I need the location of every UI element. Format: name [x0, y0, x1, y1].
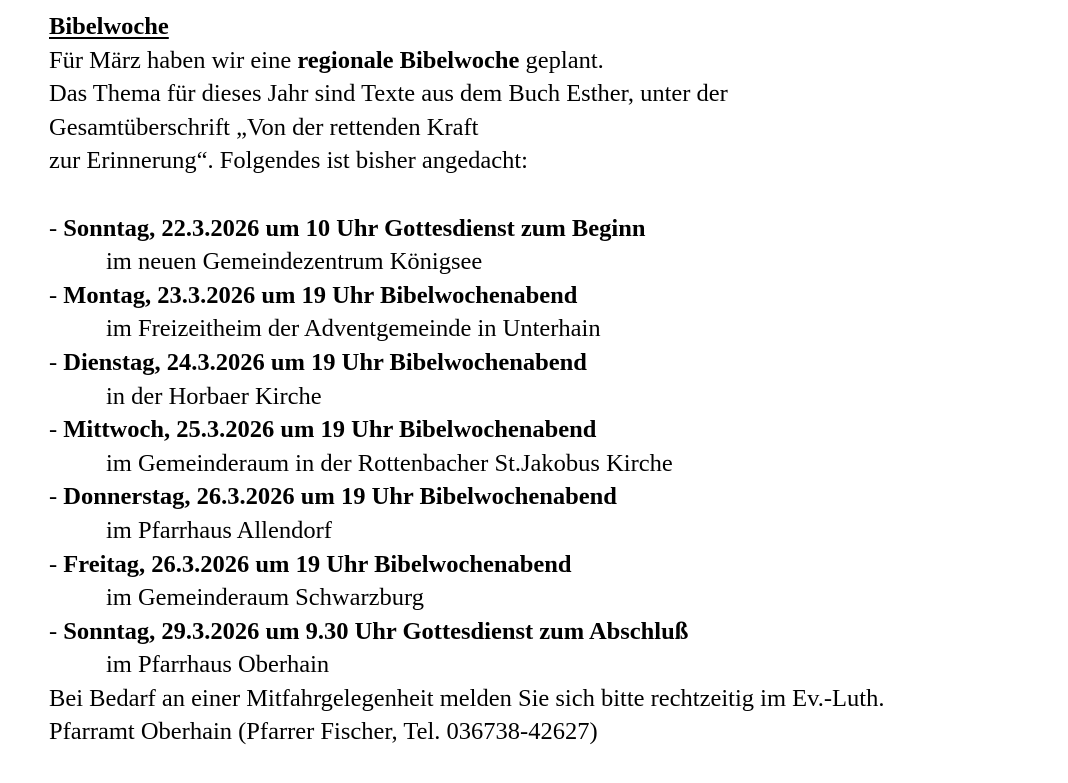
event-title: Sonntag, 22.3.2026 um 10 Uhr Gottesdienst zum Beginn — [63, 214, 646, 242]
spacer — [49, 178, 1059, 212]
event-title: Mittwoch, 25.3.2026 um 19 Uhr Bibelwochenabend — [63, 416, 597, 444]
event-heading — [49, 212, 1059, 246]
event-dash: - — [49, 348, 64, 376]
event-title: Freitag, 26.3.2026 um 19 Uhr Bibelwochenabend — [63, 550, 572, 578]
event-heading — [49, 548, 1059, 582]
event-title: Montag, 23.3.2026 um 19 Uhr Bibelwochenabend — [63, 281, 578, 309]
intro-highlight: regionale Bibelwoche — [297, 46, 520, 74]
event-title: Donnerstag, 26.3.2026 um 19 Uhr Bibelwochenabend — [63, 483, 617, 511]
document — [49, 10, 1059, 749]
footer-line-1: Bei Bedarf an einer Mitfahrgelegenheit melden Sie sich bitte rechtzeitig im Ev.-Luth. — [49, 684, 885, 712]
event-location: im Gemeinderaum in der Rottenbacher St.Jakobus Kirche — [106, 449, 673, 477]
event-location: im Pfarrhaus Oberhain — [106, 651, 330, 679]
event-title: Sonntag, 29.3.2026 um 9.30 Uhr Gottesdienst zum Abschluß — [63, 617, 689, 645]
event-dash: - — [49, 617, 64, 645]
footer-line-2: Pfarramt Oberhain (Pfarrer Fischer, Tel. 036738-42627) — [49, 718, 598, 746]
intro-text-post: geplant. — [519, 46, 604, 74]
event-title: Dienstag, 24.3.2026 um 19 Uhr Bibelwochenabend — [63, 348, 587, 376]
event-dash: - — [49, 281, 64, 309]
event-list — [49, 212, 1059, 682]
event-dash: - — [49, 550, 64, 578]
event-heading — [49, 346, 1059, 380]
event-heading — [49, 615, 1059, 649]
event-heading — [49, 480, 1059, 514]
event-dash: - — [49, 483, 64, 511]
event-location: im neuen Gemeindezentrum Königsee — [106, 248, 483, 276]
event-location: im Gemeinderaum Schwarzburg — [106, 584, 424, 612]
event-location: in der Horbaer Kirche — [106, 382, 322, 410]
intro-line-1 — [49, 44, 1059, 78]
intro-line-3: Gesamtüberschrift „Von der rettenden Kraft — [49, 113, 479, 141]
event-dash: - — [49, 416, 64, 444]
event-location: im Pfarrhaus Allendorf — [106, 516, 332, 544]
intro-line-4: zur Erinnerung“. Folgendes ist bisher angedacht: — [49, 147, 528, 175]
event-location: im Freizeitheim der Adventgemeinde in Unterhain — [106, 315, 601, 343]
document-title: Bibelwoche — [49, 13, 169, 40]
event-heading — [49, 279, 1059, 313]
intro-line-2: Das Thema für dieses Jahr sind Texte aus dem Buch Esther, unter der — [49, 80, 728, 108]
event-heading — [49, 413, 1059, 447]
event-dash: - — [49, 214, 64, 242]
intro-text-pre: Für März haben wir eine — [49, 46, 298, 74]
